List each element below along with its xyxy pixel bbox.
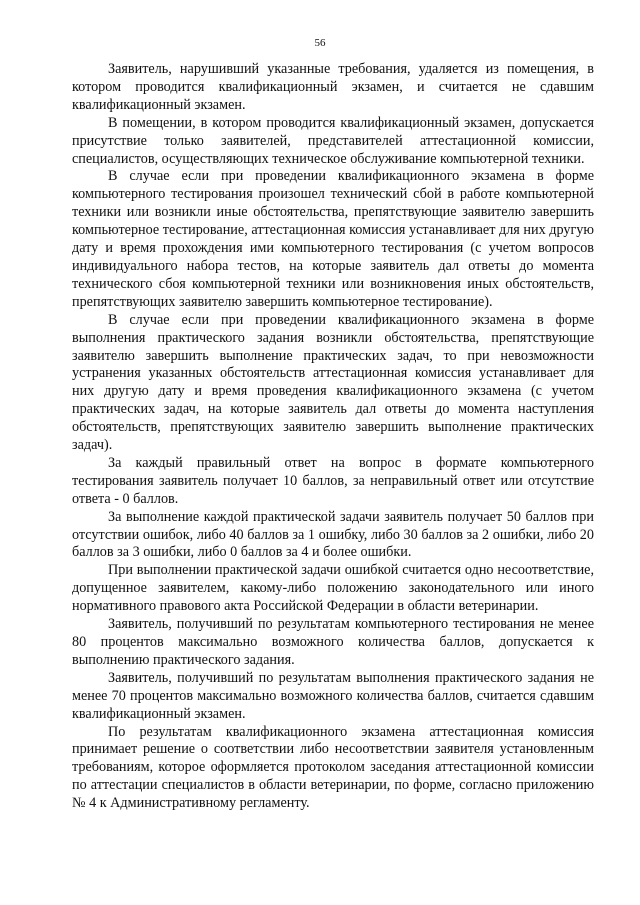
paragraph-persons-allowed-in-room: В помещении, в котором проводится квалификационный экзамен, допускается присутствие только заявителей, представителей аттестационной комиссии, специалистов, осуществляющих техническое обслуживание компьютерной техники. [72,114,594,167]
paragraph-test-pass-threshold: Заявитель, получивший по результатам компьютерного тестирования не менее 80 процентов максимально возможного количества баллов, допускается к выполнению практического задания. [72,616,594,668]
paragraph-removal-of-violator: Заявитель, нарушивший указанные требования, удаляется из помещения, в котором проводится квалификационный экзамен, и считается не сдавшим квалификационный экзамен. [72,61,594,113]
paragraph-practical-pass-threshold: Заявитель, получивший по результатам выполнения практического задания не менее 70 процентов максимально возможного количества баллов, считается сдавшим квалификационный экзамен. [72,669,594,722]
paragraph-test-scoring: За каждый правильный ответ на вопрос в формате компьютерного тестирования заявитель получает 10 баллов, за неправильный ответ или отсутствие ответа - 0 баллов. [72,454,594,507]
page-number: 56 [314,37,326,49]
paragraph-technical-failure-testing: В случае если при проведении квалификационного экзамена в форме компьютерного тестирования произошел технический сбой в работе компьютерной техники или возникли иные обстоятельства, препятствующие заявителю завершить компьютерное тестирование, аттестационная комиссия устанавливает для них другую дату и время прохождения ими компьютерного тестирования (с учетом вопросов индивидуального набора тестов, на которые заявитель дал ответы до момента технического сбоя компьютерной техники или возникновения иных обстоятельств, препятствующих заявителю завершить компьютерное тестирование). [72,168,594,310]
paragraph-practical-task-scoring: За выполнение каждой практической задачи заявитель получает 50 баллов при отсутствии ошибок, либо 40 баллов за 1 ошибку, либо 30 баллов за 2 ошибки, либо 20 баллов за 3 ошибки, либо 0 баллов за 4 и более ошибки. [72,508,594,561]
paragraph-practical-task-circumstances: В случае если при проведении квалификационного экзамена в форме выполнения практического задания возникли обстоятельства, препятствующие заявителю завершить выполнение практических задач, то при невозможности устранения указанных обстоятельств аттестационная комиссия устанавливает для них другую дату и время проведения квалификационного экзамена (с учетом практических задач, на которые заявитель дал ответы до момента наступления обстоятельств, препятствующих заявителю завершить выполнение практических задач). [72,311,594,454]
paragraph-commission-decision: По результатам квалификационного экзамена аттестационная комиссия принимает решение о соответствии либо несоответствии заявителя установленным требованиям, которое оформляется протоколом заседания аттестационной комиссии по аттестации специалистов в области ветеринарии, по форме, согласно приложению № 4 к Административному регламенту. [72,723,594,812]
paragraph-error-definition: При выполнении практической задачи ошибкой считается одно несоответствие, допущенное заявителем, какому-либо положению законодательного или иного нормативного правового акта Российской Федерации в области ветеринарии. [72,562,594,615]
document-body [72,61,594,813]
